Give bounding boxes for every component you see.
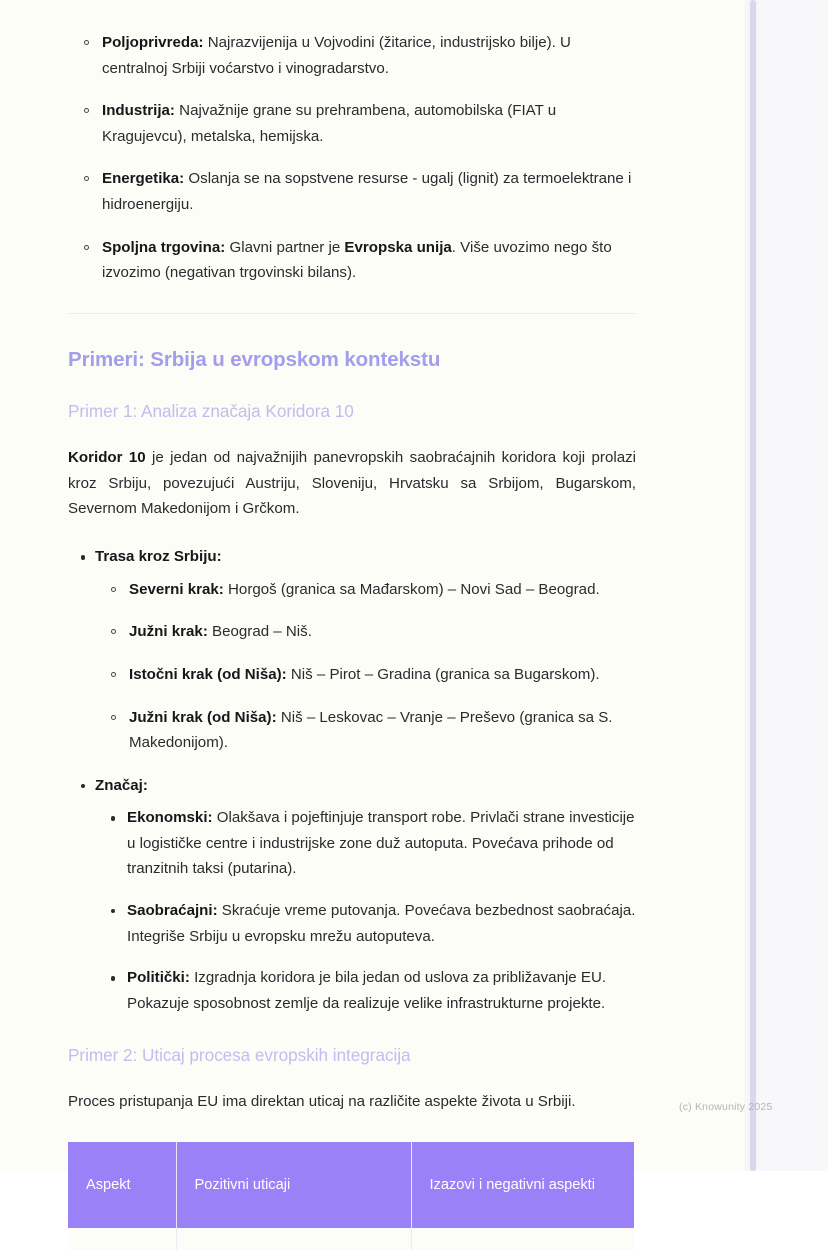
document-content	[68, 0, 636, 1250]
list-item-term: Energetika:	[102, 170, 185, 188]
list-item	[95, 898, 636, 949]
list-item-term: Istočni krak (od Niša):	[129, 665, 287, 683]
primer1-intro-bold: Koridor 10	[68, 448, 146, 466]
primer1-groups	[68, 544, 636, 1016]
group-heading: Trasa kroz Srbiju:	[95, 548, 222, 566]
primer2-title: Primer 2: Uticaj procesa evropskih integracija	[68, 1045, 411, 1066]
scrollbar-thumb[interactable]	[750, 0, 756, 1171]
list-item-term: Spoljna trgovina:	[102, 238, 226, 256]
impact-table	[68, 1142, 634, 1250]
list-item-term: Severni krak:	[129, 580, 224, 598]
economy-sector-list	[68, 30, 636, 286]
list-item-text: Skraćuje vreme putovanja. Povećava bezbednost saobraćaja. Integriše Srbiju u evropsku mrežu autoputeva.	[127, 902, 636, 945]
list-item-text: Glavni partner je	[225, 238, 345, 256]
table-header-cell-izazovi: Izazovi i negativni aspekti	[411, 1142, 634, 1228]
list-item	[95, 577, 636, 603]
table-cell	[68, 1228, 176, 1250]
list-item-emphasis: Evropska unija	[344, 238, 452, 256]
table-cell	[411, 1228, 634, 1250]
list-item-term: Saobraćajni:	[127, 902, 218, 920]
list-item	[95, 965, 636, 1016]
list-item	[68, 98, 636, 149]
list-item-text: Najvažnije grane su prehrambena, automobilska (FIAT u Kragujevcu), metalska, hemijska.	[102, 102, 557, 145]
list-item	[68, 544, 636, 756]
trasa-sublist	[95, 577, 636, 756]
primer1-title: Primer 1: Analiza značaja Koridora 10	[68, 400, 354, 421]
list-item-term: Ekonomski:	[127, 809, 213, 827]
table-header	[68, 1142, 634, 1228]
list-item	[95, 705, 636, 756]
table-header-row	[68, 1142, 634, 1228]
list-item-term: Južni krak:	[129, 623, 208, 641]
table-row	[68, 1228, 634, 1250]
list-item-text: Najrazvijenija u Vojvodini (žitarice, industrijsko bilje). U centralnoj Srbiji voćarstvo i vinogradarstvo.	[102, 34, 571, 77]
list-item-text: Niš – Pirot – Gradina (granica sa Bugarskom).	[286, 665, 600, 683]
table-header-cell-pozitivni: Pozitivni uticaji	[176, 1142, 411, 1228]
table-header-cell-aspekt: Aspekt	[68, 1142, 176, 1228]
primer1-intro-text: je jedan od najvažnijih panevropskih saobraćajnih koridora koji prolazi kroz Srbiju, povezujući Austriju, Sloveniju, Hrvatsku sa Srbijom, Bugarskom, Severnom Makedonijom i Grčkom.	[68, 448, 637, 518]
list-item	[95, 619, 636, 645]
table-body	[68, 1228, 634, 1250]
list-item-text: Niš – Leskovac – Vranje – Preševo (granica sa S. Makedonijom).	[129, 708, 613, 752]
list-item-text: Horgoš (granica sa Mađarskom) – Novi Sad – Beograd.	[223, 580, 600, 598]
list-item-text: Olakšava i pojeftinjuje transport robe. Privlači strane investicije u logističke centre i industrijske zone duž autoputa. Povećava prihode od tranzitnih taksi (putarina).	[127, 809, 635, 878]
list-item-term: Politički:	[127, 969, 190, 987]
list-item-term: Poljoprivreda:	[102, 34, 204, 51]
list-item	[68, 166, 636, 217]
list-item-text-tail: . Više uvozimo nego što izvozimo (negativan trgovinski bilans).	[102, 238, 612, 282]
list-item-text: Izgradnja koridora je bila jedan od uslova za približavanje EU. Pokazuje sposobnost zemlje da realizuje velike infrastrukturne projekte.	[127, 969, 607, 1012]
list-item-text: Oslanja se na sopstvene resurse - ugalj (lignit) za termoelektrane i hidroenergiju.	[102, 170, 632, 213]
znacaj-sublist	[95, 805, 636, 1016]
list-item	[95, 662, 636, 688]
group-heading: Značaj:	[95, 776, 148, 794]
table-cell	[176, 1228, 411, 1250]
primer2-intro: Proces pristupanja EU ima direktan uticaj na različite aspekte života u Srbiji.	[68, 1093, 576, 1111]
list-item	[95, 805, 636, 882]
section-divider	[68, 313, 636, 314]
list-item	[68, 30, 636, 81]
page-title: Primeri: Srbija u evropskom kontekstu	[68, 347, 441, 371]
list-item-text: Beograd – Niš.	[207, 623, 312, 641]
list-item-term: Južni krak (od Niša):	[129, 708, 277, 726]
primer1-outer-list	[68, 544, 636, 1016]
list-item	[68, 773, 636, 1017]
primer1-intro	[68, 445, 636, 522]
list-item-term: Industrija:	[102, 102, 175, 120]
list-item	[68, 235, 636, 286]
watermark: (c) Knowunity 2025	[679, 1101, 773, 1113]
